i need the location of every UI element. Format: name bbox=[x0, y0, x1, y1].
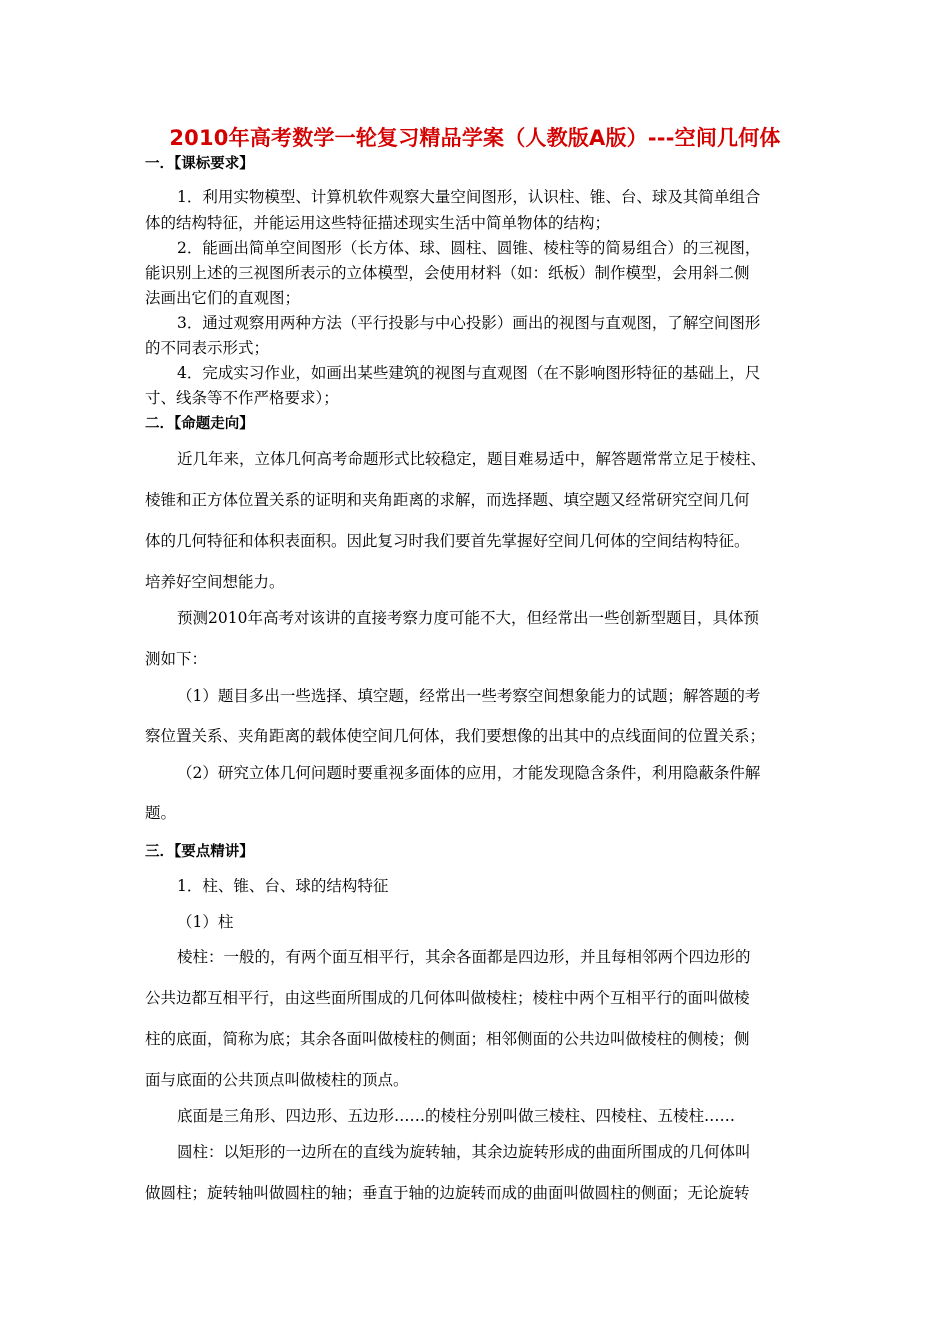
paragraph-line: 4．完成实习作业，如画出某些建筑的视图与直观图（在不影响图形特征的基础上，尺 bbox=[177, 364, 761, 382]
paragraph-line: 2．能画出简单空间图形（长方体、球、圆柱、圆锥、棱柱等的简易组合）的三视图， bbox=[177, 239, 761, 257]
paragraph-line: 面与底面的公共顶点叫做棱柱的顶点。 bbox=[145, 1071, 409, 1089]
paragraph-line: 做圆柱；旋转轴叫做圆柱的轴；垂直于轴的边旋转而成的曲面叫做圆柱的侧面；无论旋转 bbox=[145, 1184, 750, 1202]
paragraph-line: 的不同表示形式； bbox=[145, 339, 270, 357]
paragraph-line: 圆柱：以矩形的一边所在的直线为旋转轴，其余边旋转形成的曲面所围成的几何体叫 bbox=[177, 1143, 751, 1161]
paragraph-line: 1．柱、锥、台、球的结构特征 bbox=[177, 877, 389, 895]
paragraph-line: 法画出它们的直观图； bbox=[145, 289, 301, 307]
paragraph-line: 题。 bbox=[145, 804, 177, 822]
paragraph-line: 3．通过观察用两种方法（平行投影与中心投影）画出的视图与直观图，了解空间图形 bbox=[177, 314, 761, 332]
section-heading-key-points: 三．【要点精讲】 bbox=[145, 844, 254, 860]
paragraph-line: 测如下： bbox=[145, 650, 208, 668]
paragraph-line: （2）研究立体几何问题时要重视多面体的应用，才能发现隐含条件，利用隐蔽条件解 bbox=[177, 764, 761, 782]
paragraph-line: 1．利用实物模型、计算机软件观察大量空间图形，认识柱、锥、台、球及其简单组合 bbox=[177, 188, 761, 206]
section-heading-exam-trends: 二．【命题走向】 bbox=[145, 416, 254, 432]
paragraph-line: 预测2010年高考对该讲的直接考察力度可能不大，但经常出一些创新型题目，具体预 bbox=[177, 609, 759, 627]
paragraph-line: 柱的底面，简称为底；其余各面叫做棱柱的侧面；相邻侧面的公共边叫做棱柱的侧棱；侧 bbox=[145, 1030, 750, 1048]
paragraph-line: （1）题目多出一些选择、填空题，经常出一些考察空间想象能力的试题；解答题的考 bbox=[177, 687, 761, 705]
paragraph-line: 底面是三角形、四边形、五边形……的棱柱分别叫做三棱柱、四棱柱、五棱柱…… bbox=[177, 1107, 736, 1125]
paragraph-line: 寸、线条等不作严格要求）； bbox=[145, 389, 339, 407]
section-heading-course-requirements: 一．【课标要求】 bbox=[145, 156, 254, 172]
document-title: 2010年高考数学一轮复习精品学案（人教版A版）---空间几何体 bbox=[169, 126, 781, 150]
paragraph-line: 棱柱：一般的，有两个面互相平行，其余各面都是四边形，并且每相邻两个四边形的 bbox=[177, 948, 751, 966]
paragraph-line: （1）柱 bbox=[177, 913, 234, 931]
paragraph-line: 能识别上述的三视图所表示的立体模型，会使用材料（如：纸板）制作模型，会用斜二侧 bbox=[145, 264, 750, 282]
paragraph-line: 棱锥和正方体位置关系的证明和夹角距离的求解，而选择题、填空题又经常研究空间几何 bbox=[145, 491, 750, 509]
paragraph-line: 体的几何特征和体积表面积。因此复习时我们要首先掌握好空间几何体的空间结构特征。 bbox=[145, 532, 750, 550]
paragraph-line: 近几年来，立体几何高考命题形式比较稳定，题目难易适中，解答题常常立足于棱柱、 bbox=[177, 450, 767, 468]
paragraph-line: 体的结构特征，并能运用这些特征描述现实生活中简单物体的结构； bbox=[145, 214, 611, 232]
paragraph-line: 培养好空间想能力。 bbox=[145, 573, 285, 591]
paragraph-line: 公共边都互相平行，由这些面所围成的几何体叫做棱柱；棱柱中两个互相平行的面叫做棱 bbox=[145, 989, 750, 1007]
paragraph-line: 察位置关系、夹角距离的载体使空间几何体，我们要想像的出其中的点线面间的位置关系； bbox=[145, 727, 766, 745]
